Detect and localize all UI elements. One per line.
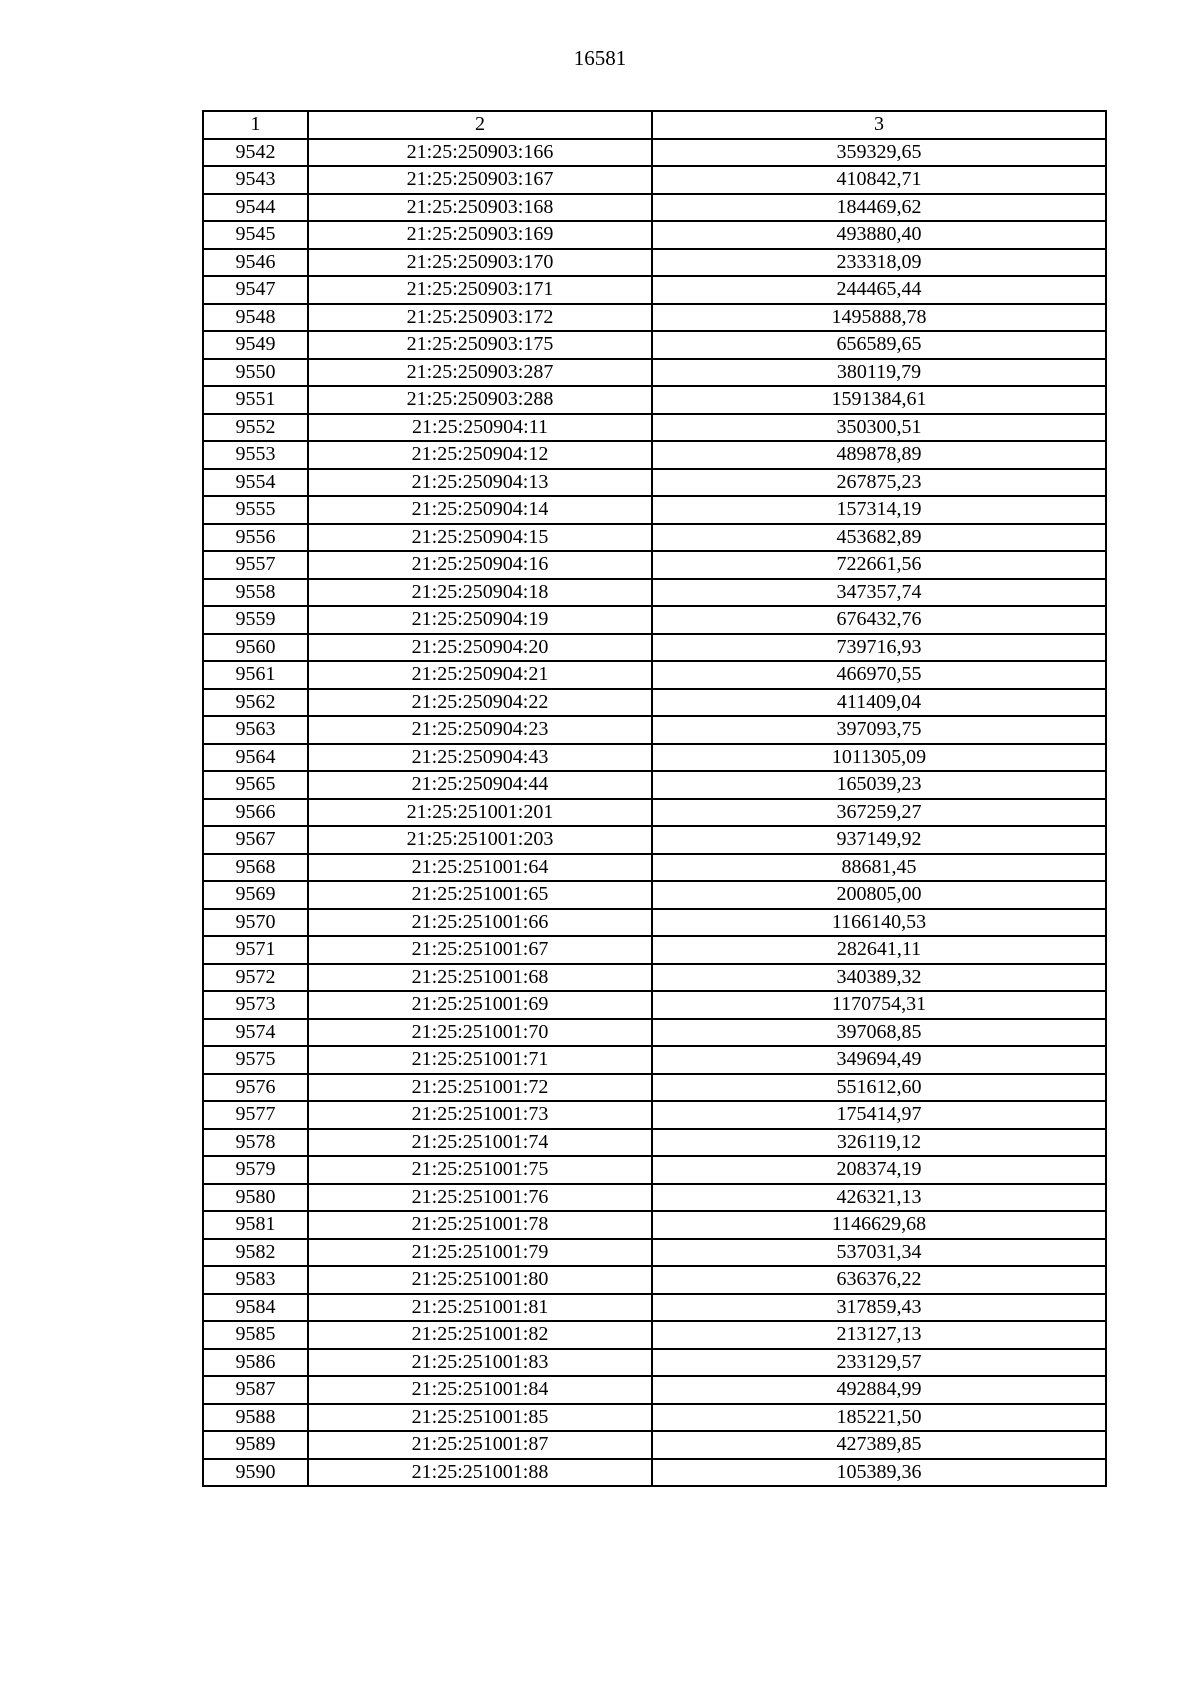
- cadastral-number-cell: 21:25:251001:72: [308, 1074, 652, 1102]
- table-row: [203, 1431, 1106, 1459]
- table-row: [203, 1349, 1106, 1377]
- row-number-cell: 9585: [203, 1321, 308, 1349]
- table-row: [203, 689, 1106, 717]
- value-cell: 200805,00: [652, 881, 1106, 909]
- table-row: [203, 249, 1106, 277]
- cadastral-number-cell: 21:25:251001:73: [308, 1101, 652, 1129]
- cadastral-number-cell: 21:25:250904:43: [308, 744, 652, 772]
- table-row: [203, 551, 1106, 579]
- value-cell: 1170754,31: [652, 991, 1106, 1019]
- value-cell: 380119,79: [652, 359, 1106, 387]
- row-number-cell: 9547: [203, 276, 308, 304]
- row-number-cell: 9558: [203, 579, 308, 607]
- row-number-cell: 9563: [203, 716, 308, 744]
- row-number-cell: 9586: [203, 1349, 308, 1377]
- cadastral-number-cell: 21:25:250903:287: [308, 359, 652, 387]
- table-row: [203, 1074, 1106, 1102]
- cadastral-number-cell: 21:25:250903:171: [308, 276, 652, 304]
- value-cell: 184469,62: [652, 194, 1106, 222]
- value-cell: 157314,19: [652, 496, 1106, 524]
- table-row: [203, 194, 1106, 222]
- table-row: [203, 716, 1106, 744]
- value-cell: 411409,04: [652, 689, 1106, 717]
- row-number-cell: 9564: [203, 744, 308, 772]
- cadastral-number-cell: 21:25:251001:79: [308, 1239, 652, 1267]
- table-row: [203, 1239, 1106, 1267]
- table-row: [203, 1294, 1106, 1322]
- cadastral-number-cell: 21:25:250904:22: [308, 689, 652, 717]
- cadastral-number-cell: 21:25:250903:288: [308, 386, 652, 414]
- row-number-cell: 9579: [203, 1156, 308, 1184]
- row-number-cell: 9568: [203, 854, 308, 882]
- value-cell: 282641,11: [652, 936, 1106, 964]
- header-cell-1: 1: [203, 111, 308, 139]
- table-row: [203, 166, 1106, 194]
- cadastral-number-cell: 21:25:251001:78: [308, 1211, 652, 1239]
- row-number-cell: 9566: [203, 799, 308, 827]
- value-cell: 1146629,68: [652, 1211, 1106, 1239]
- table-row: [203, 441, 1106, 469]
- value-cell: 426321,13: [652, 1184, 1106, 1212]
- header-cell-2: 2: [308, 111, 652, 139]
- row-number-cell: 9572: [203, 964, 308, 992]
- table-row: [203, 139, 1106, 167]
- value-cell: 88681,45: [652, 854, 1106, 882]
- cadastral-number-cell: 21:25:250904:18: [308, 579, 652, 607]
- table-row: [203, 331, 1106, 359]
- row-number-cell: 9567: [203, 826, 308, 854]
- table-row: [203, 881, 1106, 909]
- row-number-cell: 9559: [203, 606, 308, 634]
- value-cell: 326119,12: [652, 1129, 1106, 1157]
- table-row: [203, 964, 1106, 992]
- value-cell: 937149,92: [652, 826, 1106, 854]
- cadastral-number-cell: 21:25:251001:84: [308, 1376, 652, 1404]
- row-number-cell: 9544: [203, 194, 308, 222]
- row-number-cell: 9580: [203, 1184, 308, 1212]
- table-row: [203, 469, 1106, 497]
- value-cell: 349694,49: [652, 1046, 1106, 1074]
- cadastral-number-cell: 21:25:250904:12: [308, 441, 652, 469]
- row-number-cell: 9546: [203, 249, 308, 277]
- table-row: [203, 606, 1106, 634]
- value-cell: 453682,89: [652, 524, 1106, 552]
- value-cell: 722661,56: [652, 551, 1106, 579]
- table-row: [203, 1404, 1106, 1432]
- table-row: [203, 386, 1106, 414]
- cadastral-number-cell: 21:25:251001:201: [308, 799, 652, 827]
- value-cell: 492884,99: [652, 1376, 1106, 1404]
- cadastral-number-cell: 21:25:251001:64: [308, 854, 652, 882]
- cadastral-number-cell: 21:25:251001:87: [308, 1431, 652, 1459]
- row-number-cell: 9560: [203, 634, 308, 662]
- value-cell: 105389,36: [652, 1459, 1106, 1487]
- table-row: [203, 799, 1106, 827]
- value-cell: 233318,09: [652, 249, 1106, 277]
- cadastral-number-cell: 21:25:251001:75: [308, 1156, 652, 1184]
- row-number-cell: 9555: [203, 496, 308, 524]
- value-cell: 427389,85: [652, 1431, 1106, 1459]
- row-number-cell: 9576: [203, 1074, 308, 1102]
- value-cell: 1166140,53: [652, 909, 1106, 937]
- value-cell: 359329,65: [652, 139, 1106, 167]
- value-cell: 1591384,61: [652, 386, 1106, 414]
- table-row: [203, 221, 1106, 249]
- row-number-cell: 9584: [203, 1294, 308, 1322]
- table-row: [203, 634, 1106, 662]
- row-number-cell: 9578: [203, 1129, 308, 1157]
- table-row: [203, 1321, 1106, 1349]
- row-number-cell: 9548: [203, 304, 308, 332]
- cadastral-number-cell: 21:25:250903:172: [308, 304, 652, 332]
- table-row: [203, 854, 1106, 882]
- cadastral-number-cell: 21:25:250904:11: [308, 414, 652, 442]
- value-cell: 244465,44: [652, 276, 1106, 304]
- row-number-cell: 9562: [203, 689, 308, 717]
- cadastral-number-cell: 21:25:251001:81: [308, 1294, 652, 1322]
- table-row: [203, 304, 1106, 332]
- value-cell: 347357,74: [652, 579, 1106, 607]
- table-row: [203, 414, 1106, 442]
- value-cell: 466970,55: [652, 661, 1106, 689]
- table-body: [203, 111, 1106, 1486]
- row-number-cell: 9570: [203, 909, 308, 937]
- row-number-cell: 9552: [203, 414, 308, 442]
- cadastral-number-cell: 21:25:250904:13: [308, 469, 652, 497]
- table-row: [203, 826, 1106, 854]
- value-cell: 410842,71: [652, 166, 1106, 194]
- value-cell: 233129,57: [652, 1349, 1106, 1377]
- value-cell: 340389,32: [652, 964, 1106, 992]
- value-cell: 636376,22: [652, 1266, 1106, 1294]
- row-number-cell: 9553: [203, 441, 308, 469]
- table-row: [203, 1156, 1106, 1184]
- table-row: [203, 1101, 1106, 1129]
- cadastral-number-cell: 21:25:251001:67: [308, 936, 652, 964]
- cadastral-number-cell: 21:25:250904:14: [308, 496, 652, 524]
- row-number-cell: 9582: [203, 1239, 308, 1267]
- cadastral-number-cell: 21:25:250904:21: [308, 661, 652, 689]
- value-cell: 185221,50: [652, 1404, 1106, 1432]
- cadastral-number-cell: 21:25:251001:71: [308, 1046, 652, 1074]
- row-number-cell: 9589: [203, 1431, 308, 1459]
- cadastral-number-cell: 21:25:251001:66: [308, 909, 652, 937]
- table-row: [203, 936, 1106, 964]
- table-row: [203, 1046, 1106, 1074]
- cadastral-number-cell: 21:25:250904:15: [308, 524, 652, 552]
- row-number-cell: 9565: [203, 771, 308, 799]
- cadastral-number-cell: 21:25:250903:170: [308, 249, 652, 277]
- table-row: [203, 524, 1106, 552]
- value-cell: 267875,23: [652, 469, 1106, 497]
- row-number-cell: 9551: [203, 386, 308, 414]
- table-row: [203, 1459, 1106, 1487]
- cadastral-number-cell: 21:25:251001:85: [308, 1404, 652, 1432]
- table-row: [203, 771, 1106, 799]
- value-cell: 165039,23: [652, 771, 1106, 799]
- value-cell: 350300,51: [652, 414, 1106, 442]
- table-header-row: [203, 111, 1106, 139]
- cadastral-number-cell: 21:25:250903:166: [308, 139, 652, 167]
- row-number-cell: 9542: [203, 139, 308, 167]
- value-cell: 656589,65: [652, 331, 1106, 359]
- cadastral-number-cell: 21:25:250904:20: [308, 634, 652, 662]
- cadastral-number-cell: 21:25:251001:76: [308, 1184, 652, 1212]
- row-number-cell: 9573: [203, 991, 308, 1019]
- row-number-cell: 9569: [203, 881, 308, 909]
- table-row: [203, 991, 1106, 1019]
- value-cell: 397068,85: [652, 1019, 1106, 1047]
- cadastral-number-cell: 21:25:251001:80: [308, 1266, 652, 1294]
- table-row: [203, 1184, 1106, 1212]
- cadastral-number-cell: 21:25:251001:82: [308, 1321, 652, 1349]
- table-row: [203, 276, 1106, 304]
- value-cell: 397093,75: [652, 716, 1106, 744]
- row-number-cell: 9581: [203, 1211, 308, 1239]
- value-cell: 489878,89: [652, 441, 1106, 469]
- value-cell: 213127,13: [652, 1321, 1106, 1349]
- page-number: 16581: [573, 46, 627, 70]
- cadastral-number-cell: 21:25:250904:19: [308, 606, 652, 634]
- cadastral-number-cell: 21:25:251001:68: [308, 964, 652, 992]
- row-number-cell: 9556: [203, 524, 308, 552]
- table-row: [203, 496, 1106, 524]
- value-cell: 317859,43: [652, 1294, 1106, 1322]
- table-row: [203, 744, 1106, 772]
- table-row: [203, 1266, 1106, 1294]
- table-row: [203, 359, 1106, 387]
- value-cell: 1495888,78: [652, 304, 1106, 332]
- row-number-cell: 9583: [203, 1266, 308, 1294]
- row-number-cell: 9574: [203, 1019, 308, 1047]
- data-table: [202, 110, 1107, 1487]
- value-cell: 676432,76: [652, 606, 1106, 634]
- row-number-cell: 9557: [203, 551, 308, 579]
- table-row: [203, 909, 1106, 937]
- value-cell: 739716,93: [652, 634, 1106, 662]
- cadastral-number-cell: 21:25:250903:168: [308, 194, 652, 222]
- row-number-cell: 9571: [203, 936, 308, 964]
- cadastral-number-cell: 21:25:251001:69: [308, 991, 652, 1019]
- table-row: [203, 1376, 1106, 1404]
- row-number-cell: 9550: [203, 359, 308, 387]
- cadastral-number-cell: 21:25:250903:169: [308, 221, 652, 249]
- row-number-cell: 9577: [203, 1101, 308, 1129]
- table-row: [203, 1211, 1106, 1239]
- value-cell: 367259,27: [652, 799, 1106, 827]
- value-cell: 551612,60: [652, 1074, 1106, 1102]
- value-cell: 208374,19: [652, 1156, 1106, 1184]
- cadastral-number-cell: 21:25:251001:83: [308, 1349, 652, 1377]
- cadastral-number-cell: 21:25:251001:203: [308, 826, 652, 854]
- row-number-cell: 9590: [203, 1459, 308, 1487]
- row-number-cell: 9543: [203, 166, 308, 194]
- row-number-cell: 9588: [203, 1404, 308, 1432]
- cadastral-number-cell: 21:25:250904:23: [308, 716, 652, 744]
- row-number-cell: 9554: [203, 469, 308, 497]
- value-cell: 175414,97: [652, 1101, 1106, 1129]
- value-cell: 1011305,09: [652, 744, 1106, 772]
- cadastral-number-cell: 21:25:250904:16: [308, 551, 652, 579]
- cadastral-number-cell: 21:25:251001:65: [308, 881, 652, 909]
- cadastral-number-cell: 21:25:250903:175: [308, 331, 652, 359]
- table-row: [203, 1129, 1106, 1157]
- row-number-cell: 9549: [203, 331, 308, 359]
- value-cell: 493880,40: [652, 221, 1106, 249]
- cadastral-number-cell: 21:25:251001:70: [308, 1019, 652, 1047]
- row-number-cell: 9545: [203, 221, 308, 249]
- cadastral-number-cell: 21:25:250903:167: [308, 166, 652, 194]
- cadastral-number-cell: 21:25:250904:44: [308, 771, 652, 799]
- cadastral-number-cell: 21:25:251001:88: [308, 1459, 652, 1487]
- cadastral-number-cell: 21:25:251001:74: [308, 1129, 652, 1157]
- row-number-cell: 9587: [203, 1376, 308, 1404]
- table-row: [203, 661, 1106, 689]
- value-cell: 537031,34: [652, 1239, 1106, 1267]
- row-number-cell: 9575: [203, 1046, 308, 1074]
- table-row: [203, 1019, 1106, 1047]
- header-cell-3: 3: [652, 111, 1106, 139]
- row-number-cell: 9561: [203, 661, 308, 689]
- table-row: [203, 579, 1106, 607]
